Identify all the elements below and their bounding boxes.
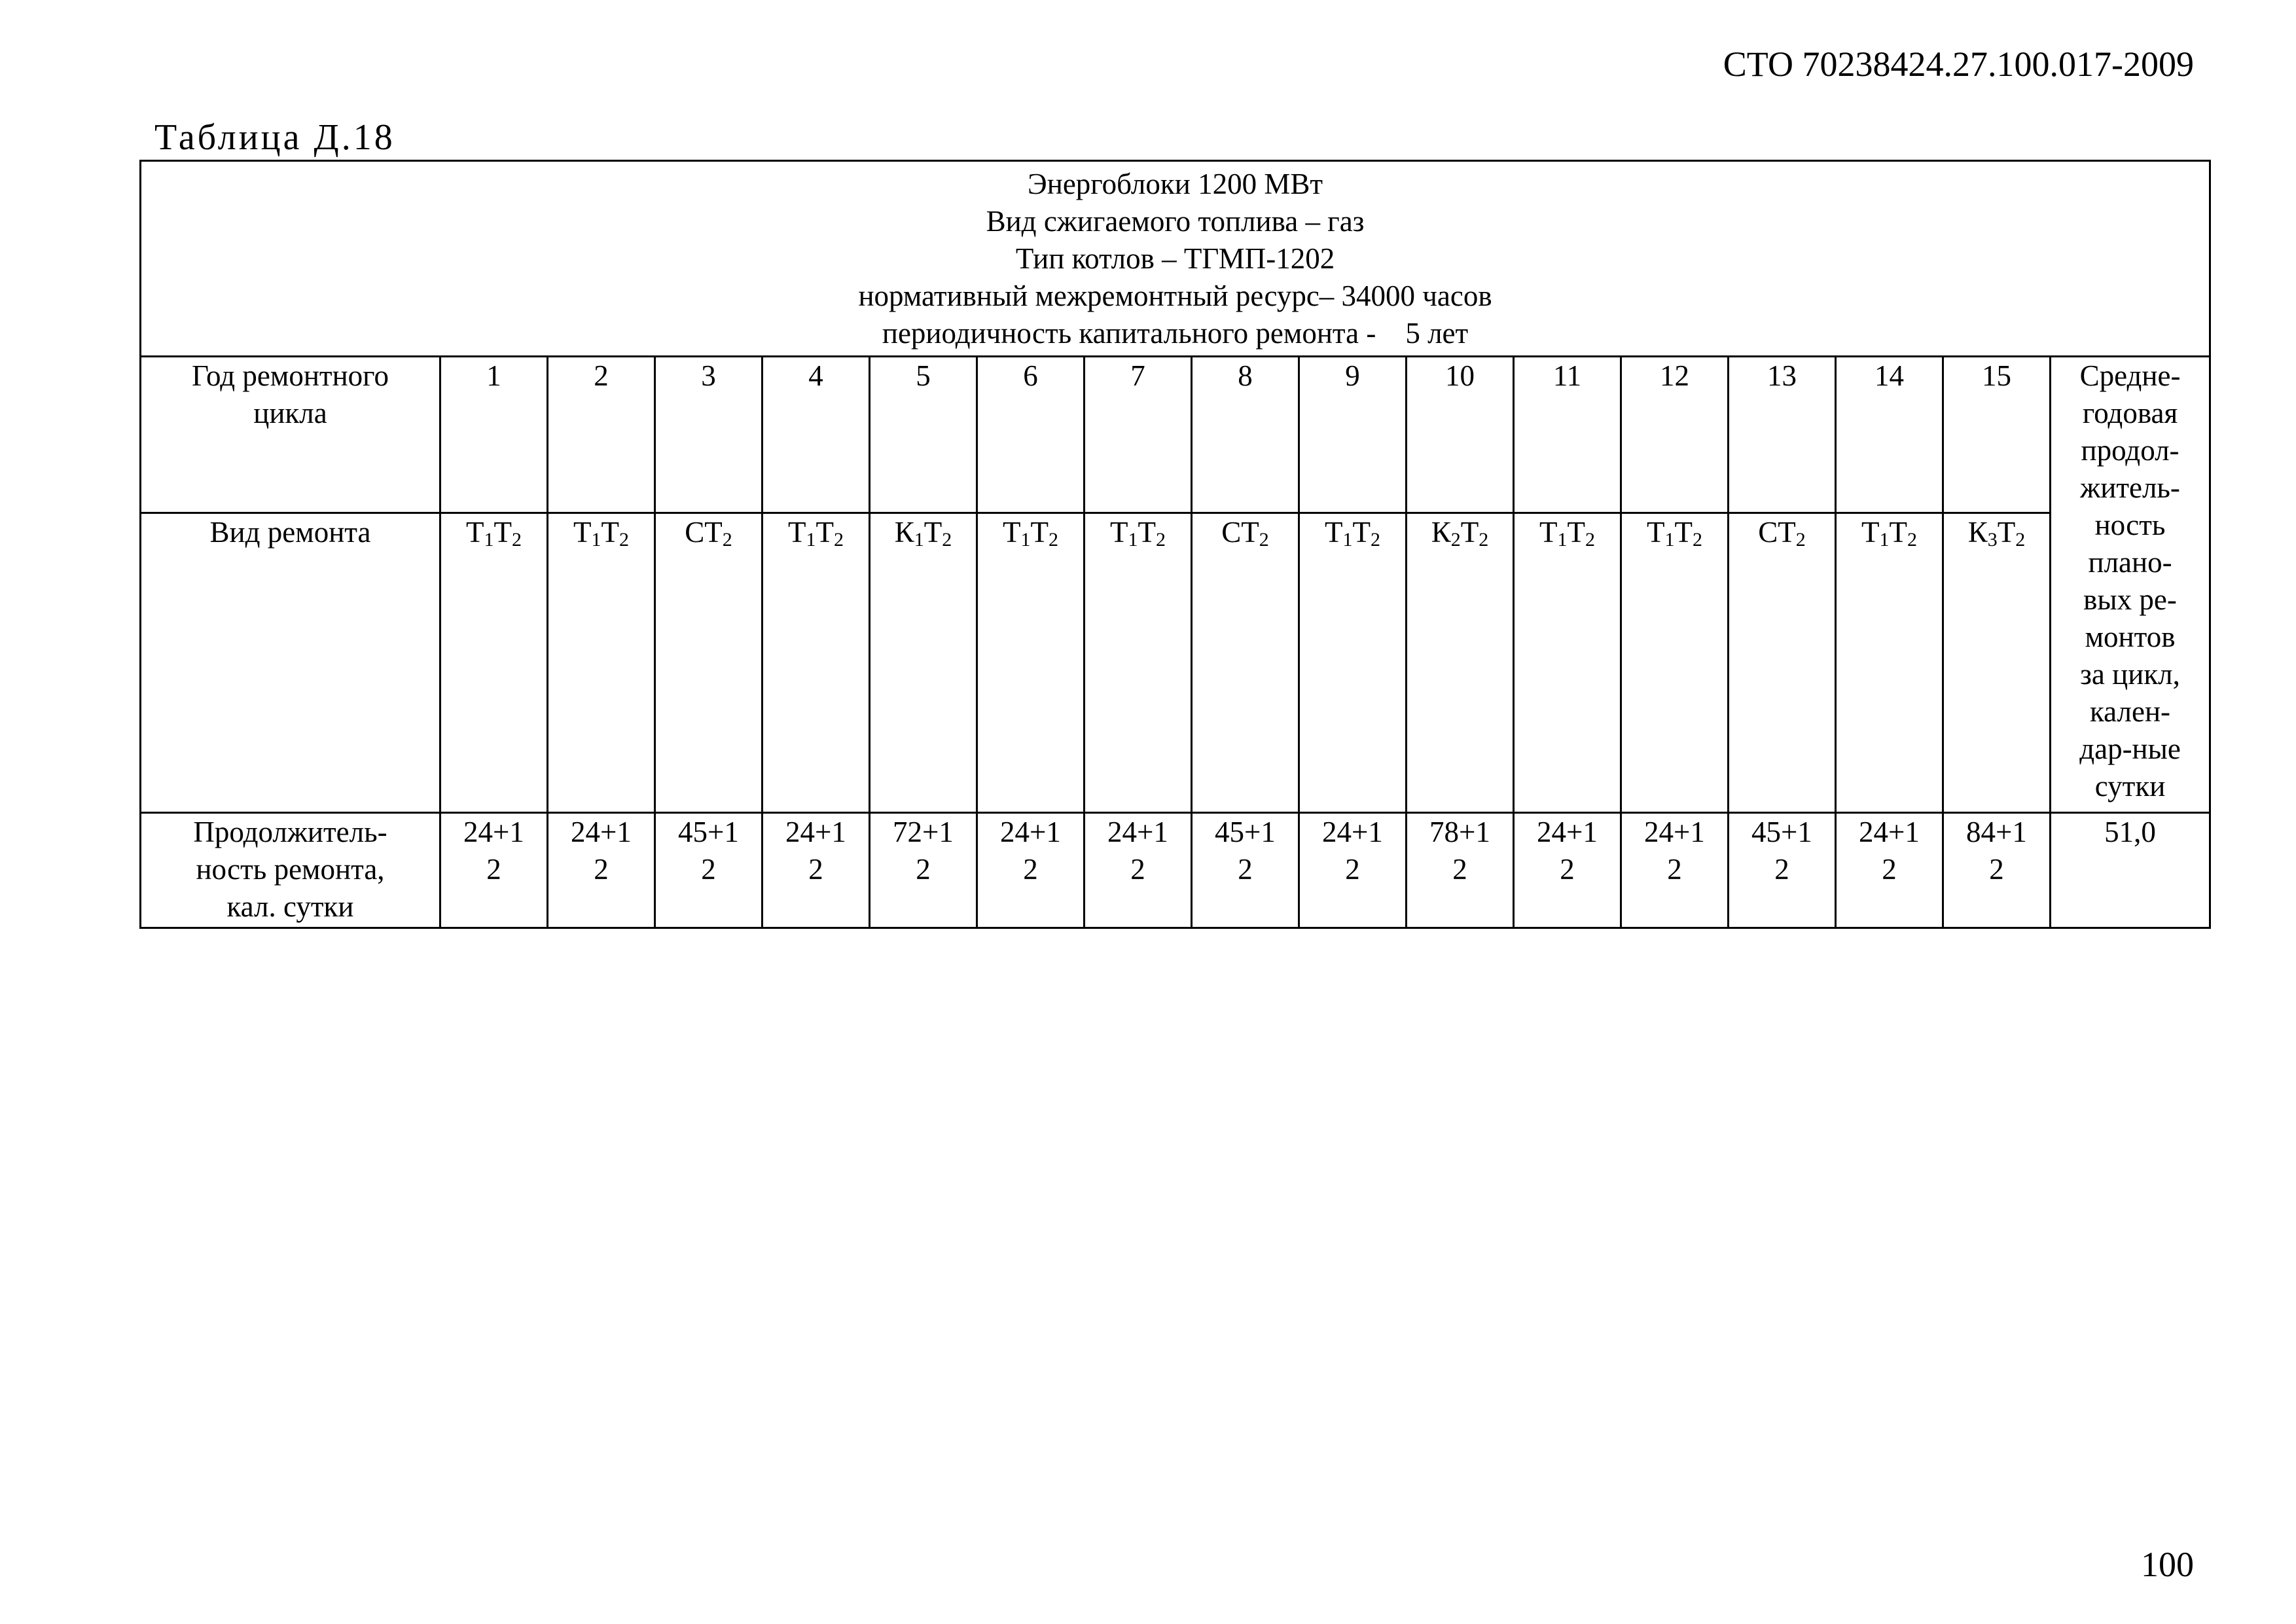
- repair-letter: Т: [466, 516, 484, 549]
- repair-letter: К: [1967, 516, 1988, 549]
- year-cell: 2: [548, 357, 655, 513]
- year-label-line: Год ремонтного: [191, 359, 389, 392]
- repair-type-cell: [548, 513, 655, 813]
- duration-cell: [440, 813, 548, 928]
- repair-subscript: 1: [1557, 529, 1568, 550]
- year-row-label: [141, 357, 440, 513]
- duration-cell: [1943, 813, 2051, 928]
- year-label-line: цикла: [253, 397, 327, 429]
- year-cell: 4: [762, 357, 870, 513]
- repair-letter: Т: [601, 516, 619, 549]
- repair-type-cell: [440, 513, 548, 813]
- repair-letter: Т: [1352, 516, 1371, 549]
- repair-type-cell: [1192, 513, 1299, 813]
- repair-type-label: Вид ремонта: [141, 513, 440, 813]
- repair-letter: Т: [1138, 516, 1156, 549]
- year-cell: 9: [1299, 357, 1407, 513]
- repair-type-cell: [870, 513, 977, 813]
- repair-subscript: 2: [942, 529, 952, 550]
- average-header-line: житель-: [2080, 471, 2180, 504]
- year-cell: 15: [1943, 357, 2051, 513]
- duration-label-line: кал. сутки: [226, 890, 354, 923]
- duration-cell: [548, 813, 655, 928]
- repair-letter: Т: [924, 516, 942, 549]
- repair-type-cell: [1085, 513, 1192, 813]
- duration-line: 2: [1667, 853, 1682, 886]
- repair-type-cell: [977, 513, 1085, 813]
- repair-letter: Т: [1003, 516, 1021, 549]
- average-header-line: за цикл,: [2080, 658, 2180, 691]
- duration-line: 24+1: [571, 816, 632, 848]
- repair-subscript: 1: [1664, 529, 1675, 550]
- duration-line: 24+1: [1322, 816, 1383, 848]
- duration-line: 2: [916, 853, 931, 886]
- repair-letter: Т: [573, 516, 592, 549]
- repair-letter: Т: [1647, 516, 1665, 549]
- header-line-fuel: Вид сжигаемого топлива – газ: [986, 205, 1365, 238]
- duration-line: 2: [808, 853, 823, 886]
- duration-line: 24+1: [463, 816, 524, 848]
- average-header-line: ность: [2094, 509, 2166, 541]
- year-cell: 7: [1085, 357, 1192, 513]
- duration-line: 45+1: [678, 816, 739, 848]
- table-caption: Таблица Д.18: [154, 117, 395, 158]
- repair-letter: Т: [493, 516, 512, 549]
- duration-line: 24+1: [1644, 816, 1705, 848]
- duration-line: 2: [1882, 853, 1897, 886]
- repair-subscript: 2: [1259, 529, 1269, 550]
- average-header-line: вых ре-: [2083, 583, 2177, 616]
- duration-line: 45+1: [1751, 816, 1812, 848]
- repair-subscript: 1: [1879, 529, 1890, 550]
- repair-subscript: 1: [484, 529, 494, 550]
- average-duration-header: [2051, 357, 2210, 813]
- repair-letter: СТ: [1221, 516, 1259, 549]
- repair-letter: Т: [1325, 516, 1343, 549]
- year-cell: 5: [870, 357, 977, 513]
- duration-cell: [1514, 813, 1621, 928]
- year-cell: 14: [1836, 357, 1943, 513]
- duration-cell: [1407, 813, 1514, 928]
- repair-type-cell: [1836, 513, 1943, 813]
- year-cell: 6: [977, 357, 1085, 513]
- repair-subscript: 1: [1020, 529, 1031, 550]
- repair-letter: Т: [1460, 516, 1479, 549]
- table-header: [141, 161, 2210, 357]
- repair-letter: Т: [816, 516, 834, 549]
- duration-cell: [762, 813, 870, 928]
- repair-subscript: 2: [834, 529, 844, 550]
- duration-line: 2: [1345, 853, 1360, 886]
- duration-line: 24+1: [1107, 816, 1168, 848]
- header-line-boiler: Тип котлов – ТГМП-1202: [1015, 242, 1335, 275]
- year-cell: 12: [1621, 357, 1729, 513]
- repair-subscript: 1: [1128, 529, 1138, 550]
- duration-cell: [1085, 813, 1192, 928]
- repair-subscript: 2: [1371, 529, 1380, 550]
- duration-cell: [1299, 813, 1407, 928]
- duration-line: 2: [594, 853, 609, 886]
- duration-cell: [655, 813, 762, 928]
- repair-schedule-table: [139, 160, 2211, 929]
- year-cell: 10: [1407, 357, 1514, 513]
- repair-type-cell: [1407, 513, 1514, 813]
- average-header-line: дар-ные: [2079, 732, 2181, 765]
- duration-cell: [1836, 813, 1943, 928]
- duration-line: 45+1: [1215, 816, 1276, 848]
- repair-subscript: 2: [722, 529, 732, 550]
- duration-line: 78+1: [1429, 816, 1490, 848]
- repair-subscript: 2: [1479, 529, 1489, 550]
- header-line-unit: Энергоблоки 1200 МВт: [1028, 168, 1323, 200]
- duration-line: 2: [1774, 853, 1789, 886]
- year-cell: 8: [1192, 357, 1299, 513]
- repair-letter: Т: [1861, 516, 1880, 549]
- repair-type-cell: [1621, 513, 1729, 813]
- repair-type-cell: [655, 513, 762, 813]
- average-header-line: сутки: [2094, 770, 2166, 803]
- repair-subscript: 2: [1907, 529, 1917, 550]
- duration-line: 2: [1023, 853, 1038, 886]
- year-cell: 3: [655, 357, 762, 513]
- duration-label-line: Продолжитель-: [193, 816, 387, 848]
- duration-cell: [1192, 813, 1299, 928]
- average-header-line: продол-: [2081, 434, 2179, 467]
- repair-type-cell: [1729, 513, 1836, 813]
- duration-line: 84+1: [1966, 816, 2027, 848]
- header-line-resource: нормативный межремонтный ресурс– 34000 часов: [858, 280, 1492, 312]
- repair-subscript: 2: [1693, 529, 1702, 550]
- average-header-line: монтов: [2085, 621, 2176, 653]
- duration-line: 24+1: [1537, 816, 1598, 848]
- repair-subscript: 2: [1585, 529, 1595, 550]
- duration-cell: [1729, 813, 1836, 928]
- table-header-row: [141, 161, 2210, 357]
- repair-subscript: 1: [914, 529, 924, 550]
- repair-type-cell: [762, 513, 870, 813]
- repair-subscript: 2: [1049, 529, 1058, 550]
- duration-line: 2: [486, 853, 501, 886]
- duration-line: 24+1: [1000, 816, 1061, 848]
- repair-subscript: 1: [1342, 529, 1353, 550]
- duration-cell: [1621, 813, 1729, 928]
- repair-letter: Т: [788, 516, 806, 549]
- average-duration-value: 51,0: [2051, 813, 2210, 928]
- repair-letter: Т: [1567, 516, 1585, 549]
- year-row: [141, 357, 2210, 513]
- duration-line: 2: [1452, 853, 1467, 886]
- duration-line: 2: [701, 853, 716, 886]
- repair-letter: СТ: [1758, 516, 1796, 549]
- repair-letter: Т: [1889, 516, 1907, 549]
- repair-letter: К: [894, 516, 914, 549]
- duration-line: 2: [1989, 853, 2004, 886]
- duration-line: 2: [1560, 853, 1575, 886]
- repair-subscript: 2: [1795, 529, 1806, 550]
- duration-row: [141, 813, 2210, 928]
- year-cell: 1: [440, 357, 548, 513]
- duration-label-line: ность ремонта,: [196, 853, 385, 886]
- duration-line: 24+1: [785, 816, 846, 848]
- year-cell: 11: [1514, 357, 1621, 513]
- duration-line: 24+1: [1859, 816, 1920, 848]
- repair-letter: Т: [1997, 516, 2016, 549]
- average-header-line: годовая: [2082, 397, 2178, 429]
- repair-letter: Т: [1030, 516, 1049, 549]
- page-number: 100: [2141, 1545, 2194, 1584]
- year-cell: 13: [1729, 357, 1836, 513]
- duration-row-label: [141, 813, 440, 928]
- repair-subscript: 2: [2015, 529, 2026, 550]
- repair-letter: Т: [1110, 516, 1128, 549]
- average-header-line: кален-: [2090, 695, 2171, 728]
- repair-type-cell: [1943, 513, 2051, 813]
- repair-subscript: 3: [1987, 529, 1998, 550]
- repair-letter: К: [1431, 516, 1451, 549]
- repair-subscript: 2: [619, 529, 629, 550]
- duration-line: 2: [1130, 853, 1145, 886]
- repair-subscript: 1: [591, 529, 601, 550]
- repair-letter: Т: [1674, 516, 1693, 549]
- duration-cell: [977, 813, 1085, 928]
- duration-line: 2: [1238, 853, 1253, 886]
- header-line-periodicity: периодичность капитального ремонта - 5 лет: [882, 317, 1469, 350]
- repair-letter: Т: [1539, 516, 1558, 549]
- duration-cell: [870, 813, 977, 928]
- duration-line: 72+1: [893, 816, 954, 848]
- repair-subscript: 2: [1450, 529, 1461, 550]
- repair-subscript: 2: [512, 529, 522, 550]
- document-code: СТО 70238424.27.100.017-2009: [1723, 45, 2194, 84]
- repair-type-cell: [1514, 513, 1621, 813]
- average-header-line: плано-: [2088, 546, 2172, 579]
- repair-type-row: [141, 513, 2210, 813]
- repair-subscript: 2: [1156, 529, 1166, 550]
- repair-letter: СТ: [685, 516, 723, 549]
- repair-subscript: 1: [806, 529, 816, 550]
- repair-type-cell: [1299, 513, 1407, 813]
- average-header-line: Средне-: [2079, 359, 2181, 392]
